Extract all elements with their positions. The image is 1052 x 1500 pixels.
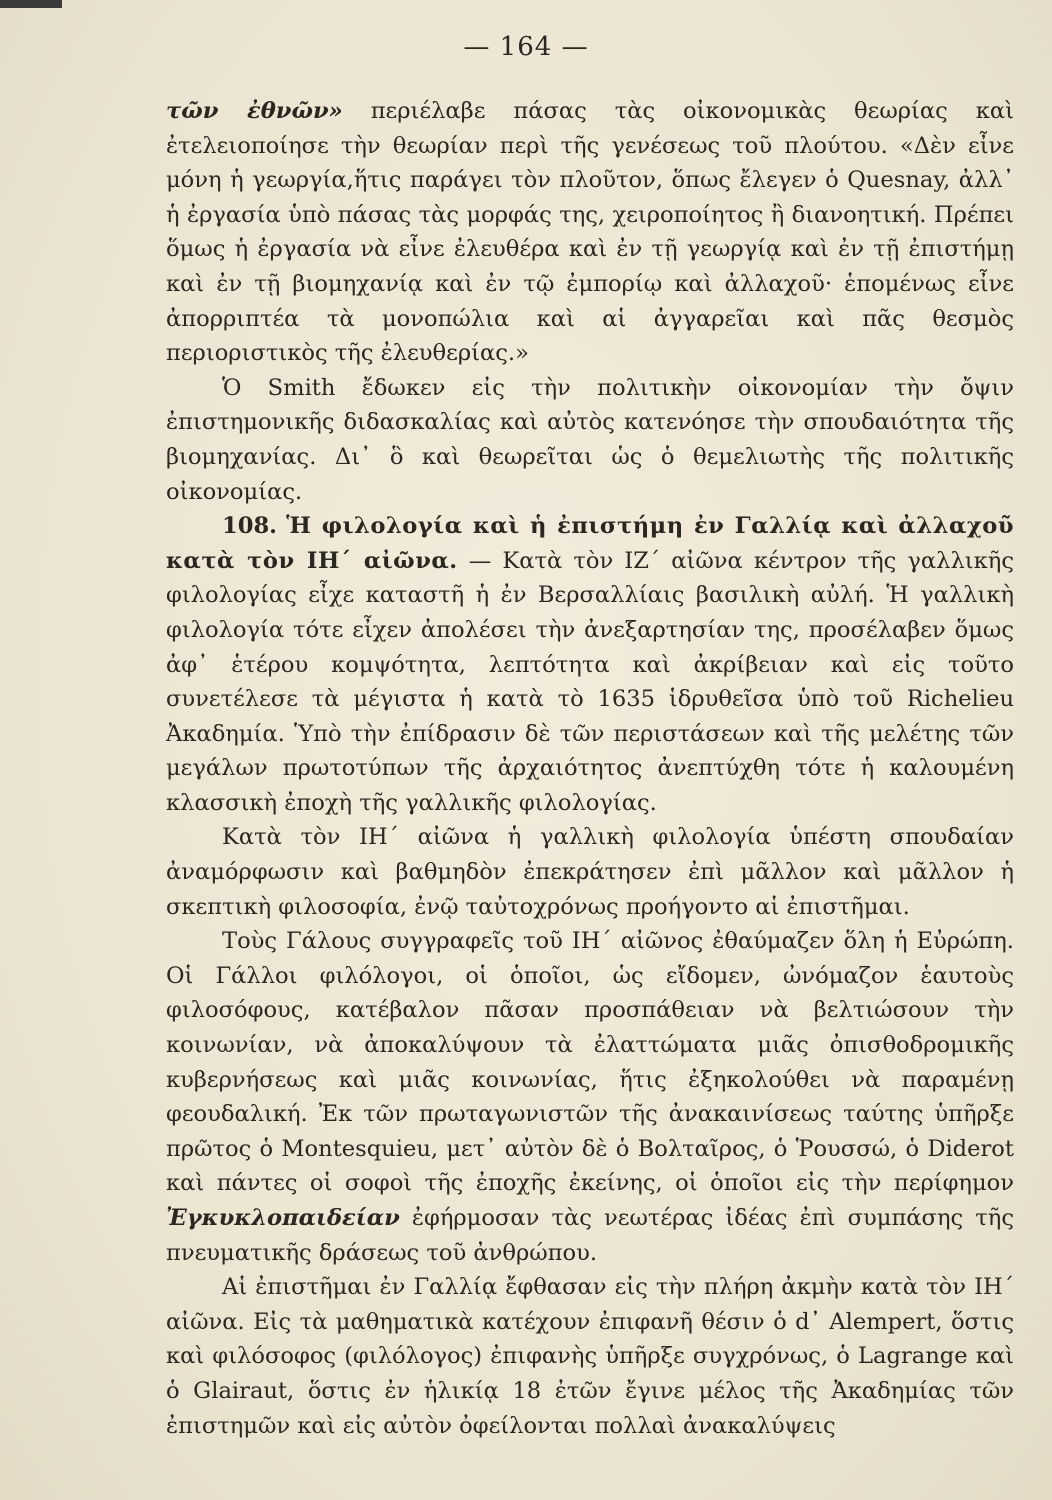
section-number: 108. xyxy=(222,513,278,540)
paragraph-2 xyxy=(166,371,1014,509)
emphasized-term: Ἐγκυκλοπαιδείαν xyxy=(166,1205,400,1231)
paragraph-text: ἐφήρμοσαν τὰς νεωτέρας ἰδέας ἐπὶ συμπάσης τῆς πνευματικῆς δράσεως τοῦ ἀνθρώπου. xyxy=(166,1205,1014,1266)
paragraph-3-section xyxy=(166,509,1014,820)
paragraph-6 xyxy=(166,1270,1014,1443)
paragraph-text: Αἱ ἐπιστῆμαι ἐν Γαλλίᾳ ἔφθασαν εἰς τὴν πλήρη ἀκμὴν κατὰ τὸν ΙΗ΄ αἰῶνα. Εἰς τὰ μαθηματικὰ κατέχουν ἐπιφανῆ θέσιν ὁ d᾽ Alempert, ὅστις καὶ φιλόσοφος (φιλόλογος) ἐπιφανὴς ὑπῆρξε συγχρόνως, ὁ Lagrange καὶ ὁ Glairaut, ὅστις ἐν ἡλικίᾳ 18 ἐτῶν ἔγινε μέλος τῆς Ἀκαδημίας τῶν ἐπιστημῶν καὶ εἰς αὐτὸν ὀφείλονται πολλαὶ ἀνακαλύψεις xyxy=(166,1274,1014,1439)
main-text xyxy=(166,94,1014,1443)
section-title: Ἡ φιλολογία καὶ ἡ ἐπιστήμη ἐν Γαλλίᾳ καὶ ἀλλαχοῦ κατὰ τὸν ΙΗ΄ αἰῶνα. xyxy=(166,513,1014,574)
paragraph-5 xyxy=(166,924,1014,1270)
paragraph-text: Τοὺς Γάλους συγγραφεῖς τοῦ ΙΗ΄ αἰῶνος ἐθαύμαζεν ὅλη ἡ Εὐρώπη. Οἱ Γάλλοι φιλόλογοι, οἱ ὁποῖοι, ὡς εἴδομεν, ὠνόμαζον ἑαυτοὺς φιλοσόφους, κατέβαλον πᾶσαν προσπάθειαν νὰ βελτιώσουν τὴν κοινωνίαν, νὰ ἀποκαλύψουν τὰ ἐλαττώματα μιᾶς ὀπισθοδρομικῆς κυβερνήσεως καὶ μιᾶς κοινωνίας, ἥτις ἐξηκολούθει νὰ παραμένῃ φεουδαλική. Ἐκ τῶν πρωταγωνιστῶν τῆς ἀνακαινίσεως ταύτης ὑπῆρξε πρῶτος ὁ Montesquieu, μετ᾽ αὐτὸν δὲ ὁ Βολταῖρος, ὁ Ῥουσσώ, ὁ Diderot καὶ πάντες οἱ σοφοὶ τῆς ἐποχῆς ἐκείνης, οἱ ὁποῖοι εἰς τὴν περίφημον xyxy=(166,928,1014,1197)
page-number: — 164 — xyxy=(463,32,589,62)
paragraph-4 xyxy=(166,820,1014,924)
emphasized-lead: τῶν ἐθνῶν» xyxy=(166,98,343,124)
corner-scan-mark xyxy=(0,0,62,8)
paragraph-text: περιέλαβε πάσας τὰς οἰκονομικὰς θεωρίας καὶ ἐτελειοποίησε τὴν θεωρίαν περὶ τῆς γενέσεως τοῦ πλούτου. «Δὲν εἶνε μόνη ἡ γεωργία,ἥτις παράγει τὸν πλοῦτον, ὅπως ἔλεγεν ὁ Quesnay, ἀλλ᾽ ἡ ἐργασία ὑπὸ πάσας τὰς μορφάς της, χειροποίητος ἢ διανοητική. Πρέπει ὅμως ἡ ἐργασία νὰ εἶνε ἐλευθέρα καὶ ἐν τῇ γεωργίᾳ καὶ ἐν τῇ ἐπιστήμῃ καὶ ἐν τῇ βιομηχανίᾳ καὶ ἐν τῷ ἐμπορίῳ καὶ ἀλλαχοῦ· ἑπομένως εἶνε ἀπορριπτέα τὰ μονοπώλια καὶ αἱ ἀγγαρεῖαι καὶ πᾶς θεσμὸς περιοριστικὸς τῆς ἐλευθερίας.» xyxy=(166,98,1014,367)
paragraph-text: — Κατὰ τὸν ΙΖ΄ αἰῶνα κέντρον τῆς γαλλικῆς φιλολογίας εἶχε καταστῆ ἡ ἐν Βερσαλλίαις βασιλικὴ αὐλή. Ἡ γαλλικὴ φιλολογία τότε εἶχεν ἀπολέσει τὴν ἀνεξαρτησίαν της, προσέλαβεν ὅμως ἀφ᾽ ἑτέρου κομψότητα, λεπτότητα καὶ ἀκρίβειαν καὶ εἰς τοῦτο συνετέλεσε τὰ μέγιστα ἡ κατὰ τὸ 1635 ἱδρυθεῖσα ὑπὸ τοῦ Richelieu Ἀκαδημία. Ὑπὸ τὴν ἐπίδρασιν δὲ τῶν περιστάσεων καὶ τῆς μελέτης τῶν μεγάλων πρωτοτύπων τῆς ἀρχαιότητος ἀνεπτύχθη τότε ἡ καλουμένη κλασσικὴ ἐποχὴ τῆς γαλλικῆς φιλολογίας. xyxy=(166,547,1014,816)
paragraph-1 xyxy=(166,94,1014,371)
paragraph-text: Ὁ Smith ἔδωκεν εἰς τὴν πολιτικὴν οἰκονομίαν τὴν ὄψιν ἐπιστημονικῆς διδασκαλίας καὶ αὐτὸς κατενόησε τὴν σπουδαιότητα τῆς βιομηχανίας. Δι᾽ ὃ καὶ θεωρεῖται ὡς ὁ θεμελιωτὴς τῆς πολιτικῆς οἰκονομίας. xyxy=(166,374,1014,505)
paragraph-text: Κατὰ τὸν ΙΗ΄ αἰῶνα ἡ γαλλικὴ φιλολογία ὑπέστη σπουδαίαν ἀναμόρφωσιν καὶ βαθμηδὸν ἐπεκράτησεν ἐπὶ μᾶλλον καὶ μᾶλλον ἡ σκεπτικὴ φιλοσοφία, ἐνῷ ταὐτοχρόνως προήγοντο αἱ ἐπιστῆμαι. xyxy=(166,824,1014,920)
